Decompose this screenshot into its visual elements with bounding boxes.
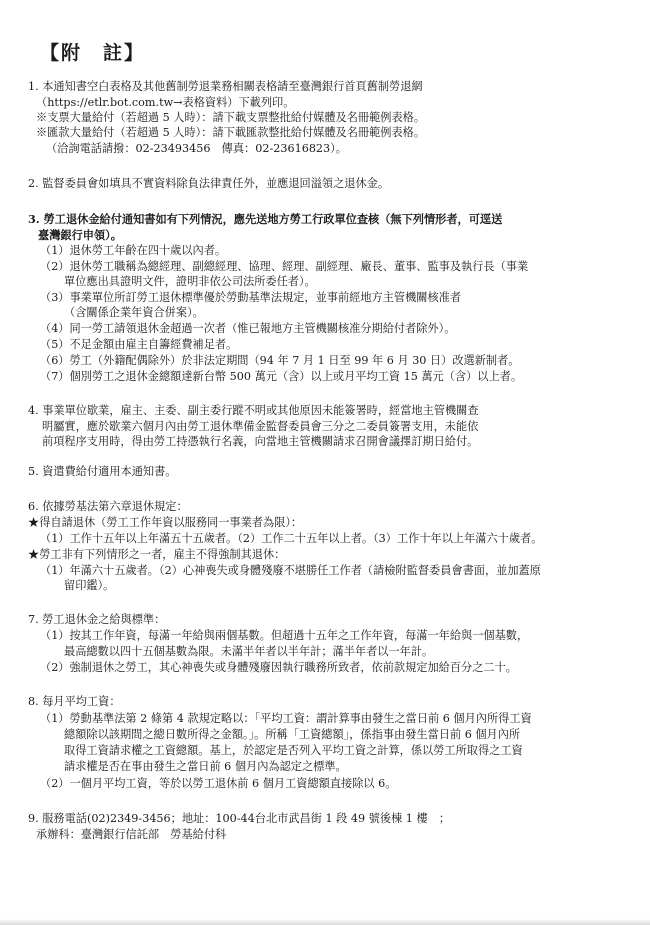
s1-line4: ※匯款大量給付（若超過 5 人時）：請下載匯款整批給付媒體及名冊範例表格。 — [36, 126, 426, 139]
s8-line2: （1）勞動基準法第 2 條第 4 款規定略以：「平均工資：謂計算事由發生之當日前 6 個月內所得工資 — [40, 712, 532, 725]
s9-service-line: 9. 服務電話(02)2349-3456；地址：100-44台北市武昌街 1 段 49 號後棟 1 樓 ； — [28, 812, 451, 825]
s2-line1: 2. 監督委員會如填具不實資料除負法律責任外，並應退回溢領之退休金。 — [28, 177, 390, 190]
s3-line1: 3. 勞工退休金給付通知書如有下列情況，應先送地方勞工行政單位查核（無下列情形者，可逕送 — [28, 212, 503, 226]
s4-line2: 明屬實，應於歇業六個月內由勞工退休準備金監督委員會三分之二委員簽署支用，未能依 — [42, 420, 479, 433]
s1-line2: （https://etlr.bot.com.tw→表格資料）下載列印。 — [36, 96, 295, 109]
s3-item5: （5）不足金額由雇主自籌經費補足者。 — [40, 338, 238, 351]
s3-item2a: （2）退休勞工職稱為總經理、副總經理、協理、經理、副經理、廠長、董事、監事及執行長（事業 — [40, 260, 529, 273]
s1-line5: （洽詢電話請撥：02-23493456 傳真：02-23616823）。 — [46, 142, 347, 155]
s6-line3: （1）工作十五年以上年滿五十五歲者。（2）工作二十五年以上者。（3）工作十年以上年滿六十歲者。 — [40, 532, 543, 545]
s3-item1: （1）退休勞工年齡在四十歲以內者。 — [40, 244, 227, 257]
s3-item4: （4）同一勞工請領退休金超過一次者（惟已報地方主管機關核准分期給付者除外）。 — [40, 322, 456, 335]
s3-item7: （7）個別勞工之退休金總額達新台幣 500 萬元（含）以上或月平均工資 15 萬元（含）以上者。 — [40, 370, 523, 383]
s7-line4: （2）強制退休之勞工，其心神喪失或身體殘廢因執行職務所致者，依前款規定加給百分之二十。 — [40, 661, 517, 674]
s9-dept-line: 承辦科：臺灣銀行信託部 勞基給付科 — [36, 828, 227, 841]
s7-line1: 7. 勞工退休金之給與標準： — [28, 613, 166, 626]
s8-line5: 請求權是否在事由發生之當日前 6 個月內為認定之標準。 — [64, 760, 347, 773]
s4-line3: 前項程序支用時，得由勞工持憑執行名義，向當地主管機關請求召開會議擇訂期日給付。 — [42, 435, 479, 448]
s3-item3b: （含關係企業年資合併案）。 — [64, 306, 204, 319]
page-title: 【附 註】 — [40, 42, 146, 64]
s6-line1: 6. 依據勞基法第六章退休規定： — [28, 500, 188, 513]
s3-item3a: （3）事業單位所訂勞工退休標準優於勞動基準法規定，並事前經地方主管機關核准者 — [40, 291, 462, 304]
s8-line3: 總額除以該期間之總日數所得之金額。」。所稱「工資總額」，係指事由發生當日前 6 個月內所 — [64, 728, 521, 741]
s8-line6: （2）一個月平均工資，等於以勞工退休前 6 個月工資總額直接除以 6。 — [40, 777, 397, 790]
page-bottom-edge — [0, 919, 650, 925]
s6-line5: （1）年滿六十五歲者。（2）心神喪失或身體殘廢不堪勝任工作者（請檢附監督委員會書面，並加蓋原 — [40, 564, 541, 577]
s3-item6: （6）勞工（外籍配偶除外）於非法定期間（94 年 7 月 1 日至 99 年 6 月 30 日）改選新制者。 — [40, 354, 520, 367]
s8-line4: 取得工資請求權之工資總額。基上，於認定是否列入平均工資之計算，係以勞工所取得之工資 — [64, 744, 523, 757]
s6-line2: ★得自請退休（勞工工作年資以服務同一事業者為限）： — [28, 516, 303, 529]
s3-item2b: 單位應出具證明文件，證明非依公司法所委任者）。 — [64, 275, 316, 288]
s3-line2: 臺灣銀行申領）。 — [38, 228, 122, 242]
s5-line1: 5. 資遣費給付適用本通知書。 — [28, 465, 177, 478]
s7-line3: 最高總數以四十五個基數為限。未滿半年者以半年計；滿半年者以一年計。 — [64, 645, 434, 658]
s4-line1: 4. 事業單位歇業，雇主、主委、副主委行蹤不明或其他原因未能簽署時，經當地主管機關查 — [28, 404, 479, 417]
s8-line1: 8. 每月平均工資： — [28, 695, 121, 708]
s6-line4: ★勞工非有下列情形之一者，雇主不得強制其退休： — [28, 548, 286, 561]
s6-line6: 留印鑑）。 — [64, 579, 115, 592]
s7-line2: （1）按其工作年資，每滿一年給與兩個基數。但超過十五年之工作年資，每滿一年給與一個基數， — [40, 629, 529, 642]
s1-line1: 1. 本通知書空白表格及其他舊制勞退業務相關表格請至臺灣銀行首頁舊制勞退網 — [28, 80, 423, 93]
s1-line3: ※支票大量給付（若超過 5 人時）：請下載支票整批給付媒體及名冊範例表格。 — [36, 111, 426, 124]
